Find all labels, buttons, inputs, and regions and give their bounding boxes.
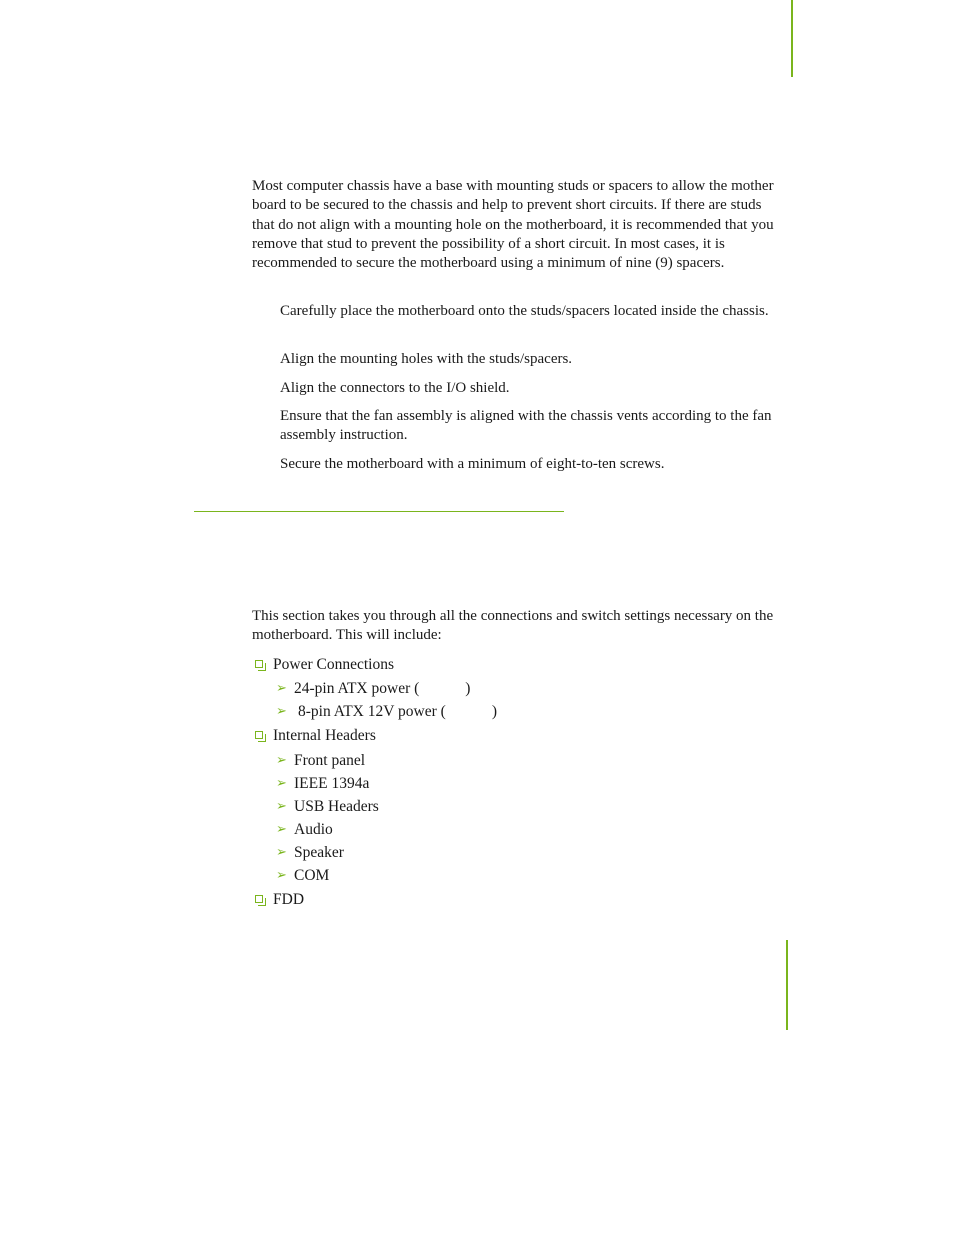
arrow-bullet-icon: ➢: [276, 681, 287, 696]
list-item-usb-headers: [276, 797, 379, 816]
8pin-power-label: 8-pin ATX 12V power (: [298, 703, 446, 720]
arrow-bullet-icon: ➢: [276, 868, 287, 883]
8pin-power-close: ): [491, 703, 497, 720]
front-panel-label: Front panel: [294, 752, 366, 769]
arrow-bullet-icon: ➢: [276, 776, 287, 791]
arrow-bullet-icon: ➢: [276, 704, 287, 719]
mounting-step-4: Ensure that the fan assembly is aligned with the chassis vents according to the fan assembly instruction.: [280, 408, 772, 444]
usb-headers-label: USB Headers: [294, 798, 379, 815]
24pin-power-label: 24-pin ATX power (: [294, 680, 420, 697]
mounting-step-2: Align the mounting holes with the studs/spacers.: [280, 351, 573, 367]
section-divider: [194, 511, 564, 512]
list-item-speaker: [276, 843, 344, 862]
bottom-accent-bar: [786, 940, 788, 1030]
list-item-ieee-1394a: [276, 774, 370, 793]
list-item-audio: [276, 820, 333, 839]
internal-headers-label: Internal Headers: [273, 727, 376, 744]
com-label: COM: [294, 867, 330, 884]
audio-label: Audio: [294, 821, 333, 838]
checkbox-bullet-icon: [255, 660, 263, 668]
speaker-label: Speaker: [294, 844, 344, 861]
arrow-bullet-icon: ➢: [276, 845, 287, 860]
mounting-step-5: Secure the motherboard with a minimum of eight-to-ten screws.: [280, 456, 665, 472]
mounting-step-3: Align the connectors to the I/O shield.: [280, 380, 510, 396]
arrow-bullet-icon: ➢: [276, 799, 287, 814]
list-item-com: [276, 866, 330, 885]
checkbox-bullet-icon: [255, 895, 263, 903]
checkbox-bullet-icon: [255, 731, 263, 739]
fdd-label: FDD: [273, 891, 305, 908]
list-item-8pin-power: [276, 702, 497, 721]
arrow-bullet-icon: ➢: [276, 822, 287, 837]
list-item-fdd: [273, 890, 304, 909]
list-item-24pin-power: [276, 679, 471, 698]
ieee-1394a-label: IEEE 1394a: [294, 775, 370, 792]
24pin-power-close: ): [465, 680, 471, 697]
mounting-step-1: Carefully place the motherboard onto the studs/spacers located inside the chassis.: [280, 303, 769, 319]
arrow-bullet-icon: ➢: [276, 753, 287, 768]
list-item-internal-headers: [273, 726, 376, 745]
top-accent-bar: [791, 0, 793, 77]
connections-intro: This section takes you through all the connections and switch settings necessary on the motherboard. This will include:: [252, 608, 774, 644]
power-connections-label: Power Connections: [273, 656, 394, 673]
list-item-front-panel: [276, 751, 366, 770]
list-item-power-connections: [273, 655, 394, 674]
mounting-intro: Most computer chassis have a base with mounting studs or spacers to allow the mother board to be secured to the chassis and help to prevent short circuits. If there are studs that do not align with a mounting hole on the motherboard, it is recommended that you remove that stud to prevent the possibility of a short circuit. In most cases, it is recommended to secure the motherboard using a minimum of nine (9) spacers.: [252, 178, 774, 272]
